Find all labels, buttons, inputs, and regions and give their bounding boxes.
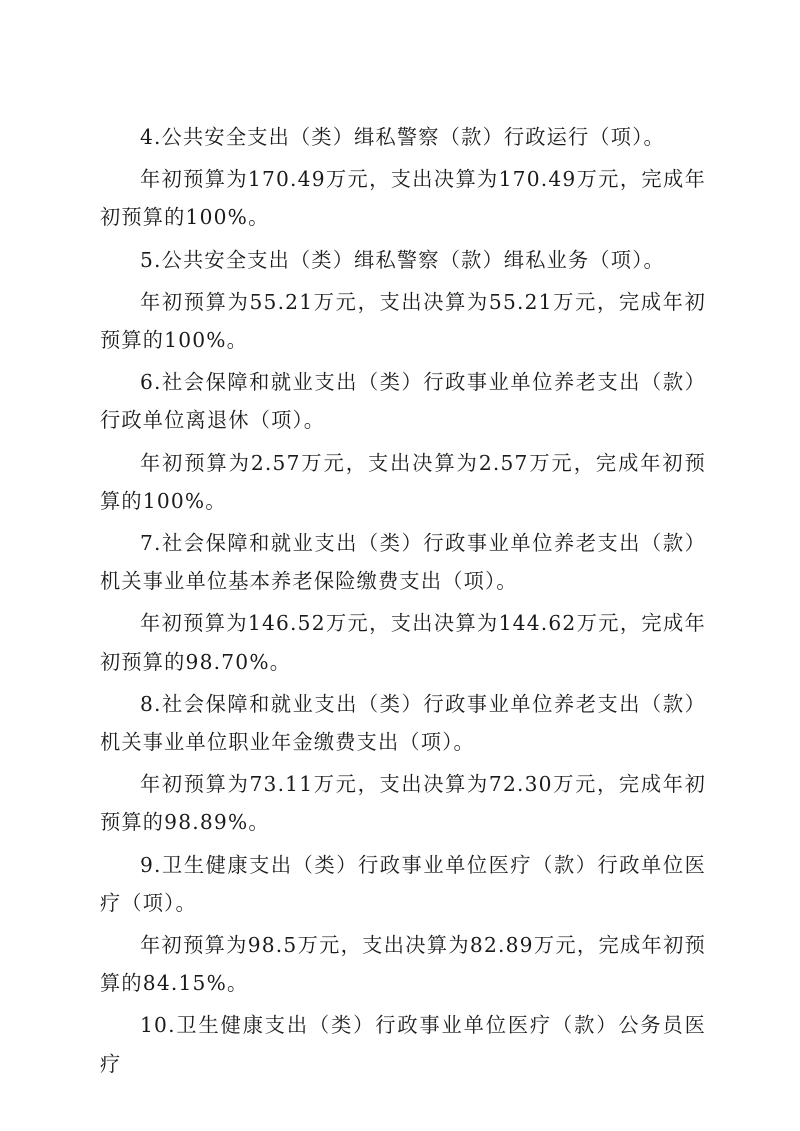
item-10-heading: 10.卫生健康支出（类）行政事业单位医疗（款）公务员医疗: [100, 1013, 706, 1076]
item-6-heading: 6.社会保障和就业支出（类）行政事业单位养老支出（款）行政单位离退休（项）。: [100, 370, 706, 433]
item-9-heading: 9.卫生健康支出（类）行政事业单位医疗（款）行政单位医疗（项）。: [100, 852, 706, 915]
item-8-text: 年初预算为73.11万元，支出决算为72.30万元，完成年初预算的98.89%。: [100, 772, 706, 835]
item-6-text: 年初预算为2.57万元，支出决算为2.57万元，完成年初预算的100%。: [100, 450, 706, 513]
item-9-text: 年初预算为98.5万元，支出决算为82.89万元，完成年初预算的84.15%。: [100, 933, 706, 996]
item-5-heading: 5.公共安全支出（类）缉私警察（款）缉私业务（项）。: [140, 247, 665, 272]
item-4-heading: 4.公共安全支出（类）缉私警察（款）行政运行（项）。: [140, 125, 665, 149]
item-7-text: 年初预算为146.52万元，支出决算为144.62万元，完成年初预算的98.70%。: [100, 611, 706, 674]
document-page: [100, 118, 706, 1087]
item-4-text: 年初预算为170.49万元，支出决算为170.49万元，完成年初预算的100%。: [100, 167, 706, 230]
item-5-text: 年初预算为55.21万元，支出决算为55.21万元，完成年初预算的100%。: [100, 289, 706, 353]
item-7-heading: 7.社会保障和就业支出（类）行政事业单位养老支出（款）机关事业单位基本养老保险缴费支出（项）。: [100, 531, 706, 594]
item-8-heading: 8.社会保障和就业支出（类）行政事业单位养老支出（款）机关事业单位职业年金缴费支出（项）。: [100, 691, 706, 755]
